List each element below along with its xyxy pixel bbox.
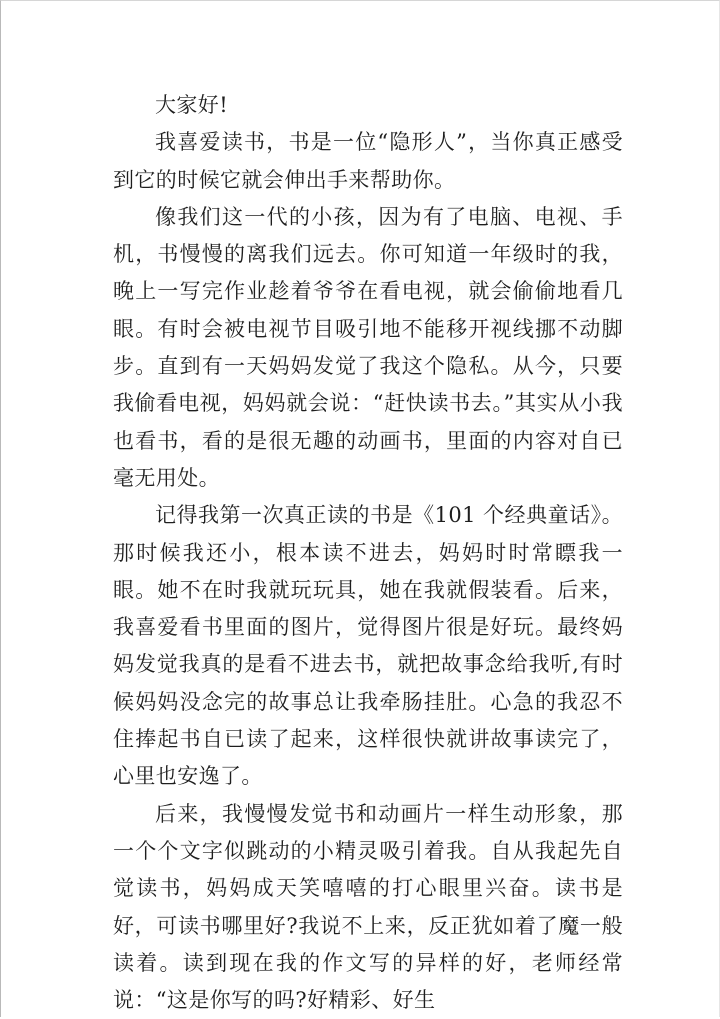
document-body — [113, 87, 623, 1019]
paragraph-greeting: 大家好! — [155, 93, 229, 117]
paragraph-later-reading: 后来，我慢慢发觉书和动画片一样生动形象，那一个个文字似跳动的小精灵吸引着我。自从我起先自觉读书，妈妈成天笑嘻嘻的打心眼里兴奋。读书是好，可读书哪里好?我说不上来，反正犹如着了魔一般读着。读到现在我的作文写的异样的好，老师经常说：“这是你写的吗?好精彩、好生 — [113, 801, 623, 1013]
paragraph-tv-habit: 像我们这一代的小孩，因为有了电脑、电视、手机，书慢慢的离我们远去。你可知道一年级时的我，晚上一写完作业趁着爷爷在看电视，就会偷偷地看几眼。有时会被电视节目吸引地不能移开视线挪不动脚步。直到有一天妈妈发觉了我这个隐私。从今，只要我偷看电视，妈妈就会说：“赶快读书去。”其实从小我也看书，看的是很无趣的动画书，里面的内容对自已毫无用处。 — [113, 204, 623, 490]
paragraph-book-invisible-person: 我喜爱读书，书是一位“隐形人”，当你真正感受到它的时候它就会伸出手来帮助你。 — [113, 130, 623, 192]
paragraph-first-book: 记得我第一次真正读的书是《101 个经典童话》。那时候我还小，根本读不进去，妈妈时时常瞟我一眼。她不在时我就玩玩具，她在我就假装看。后来，我喜爱看书里面的图片，觉得图片很是好玩。最终妈妈发觉我真的是看不进去书，就把故事念给我听,有时候妈妈没念完的故事总让我牵肠挂肚。心急的我忍不住捧起书自已读了起来，这样很快就讲故事读完了，心里也安逸了。 — [113, 503, 623, 789]
